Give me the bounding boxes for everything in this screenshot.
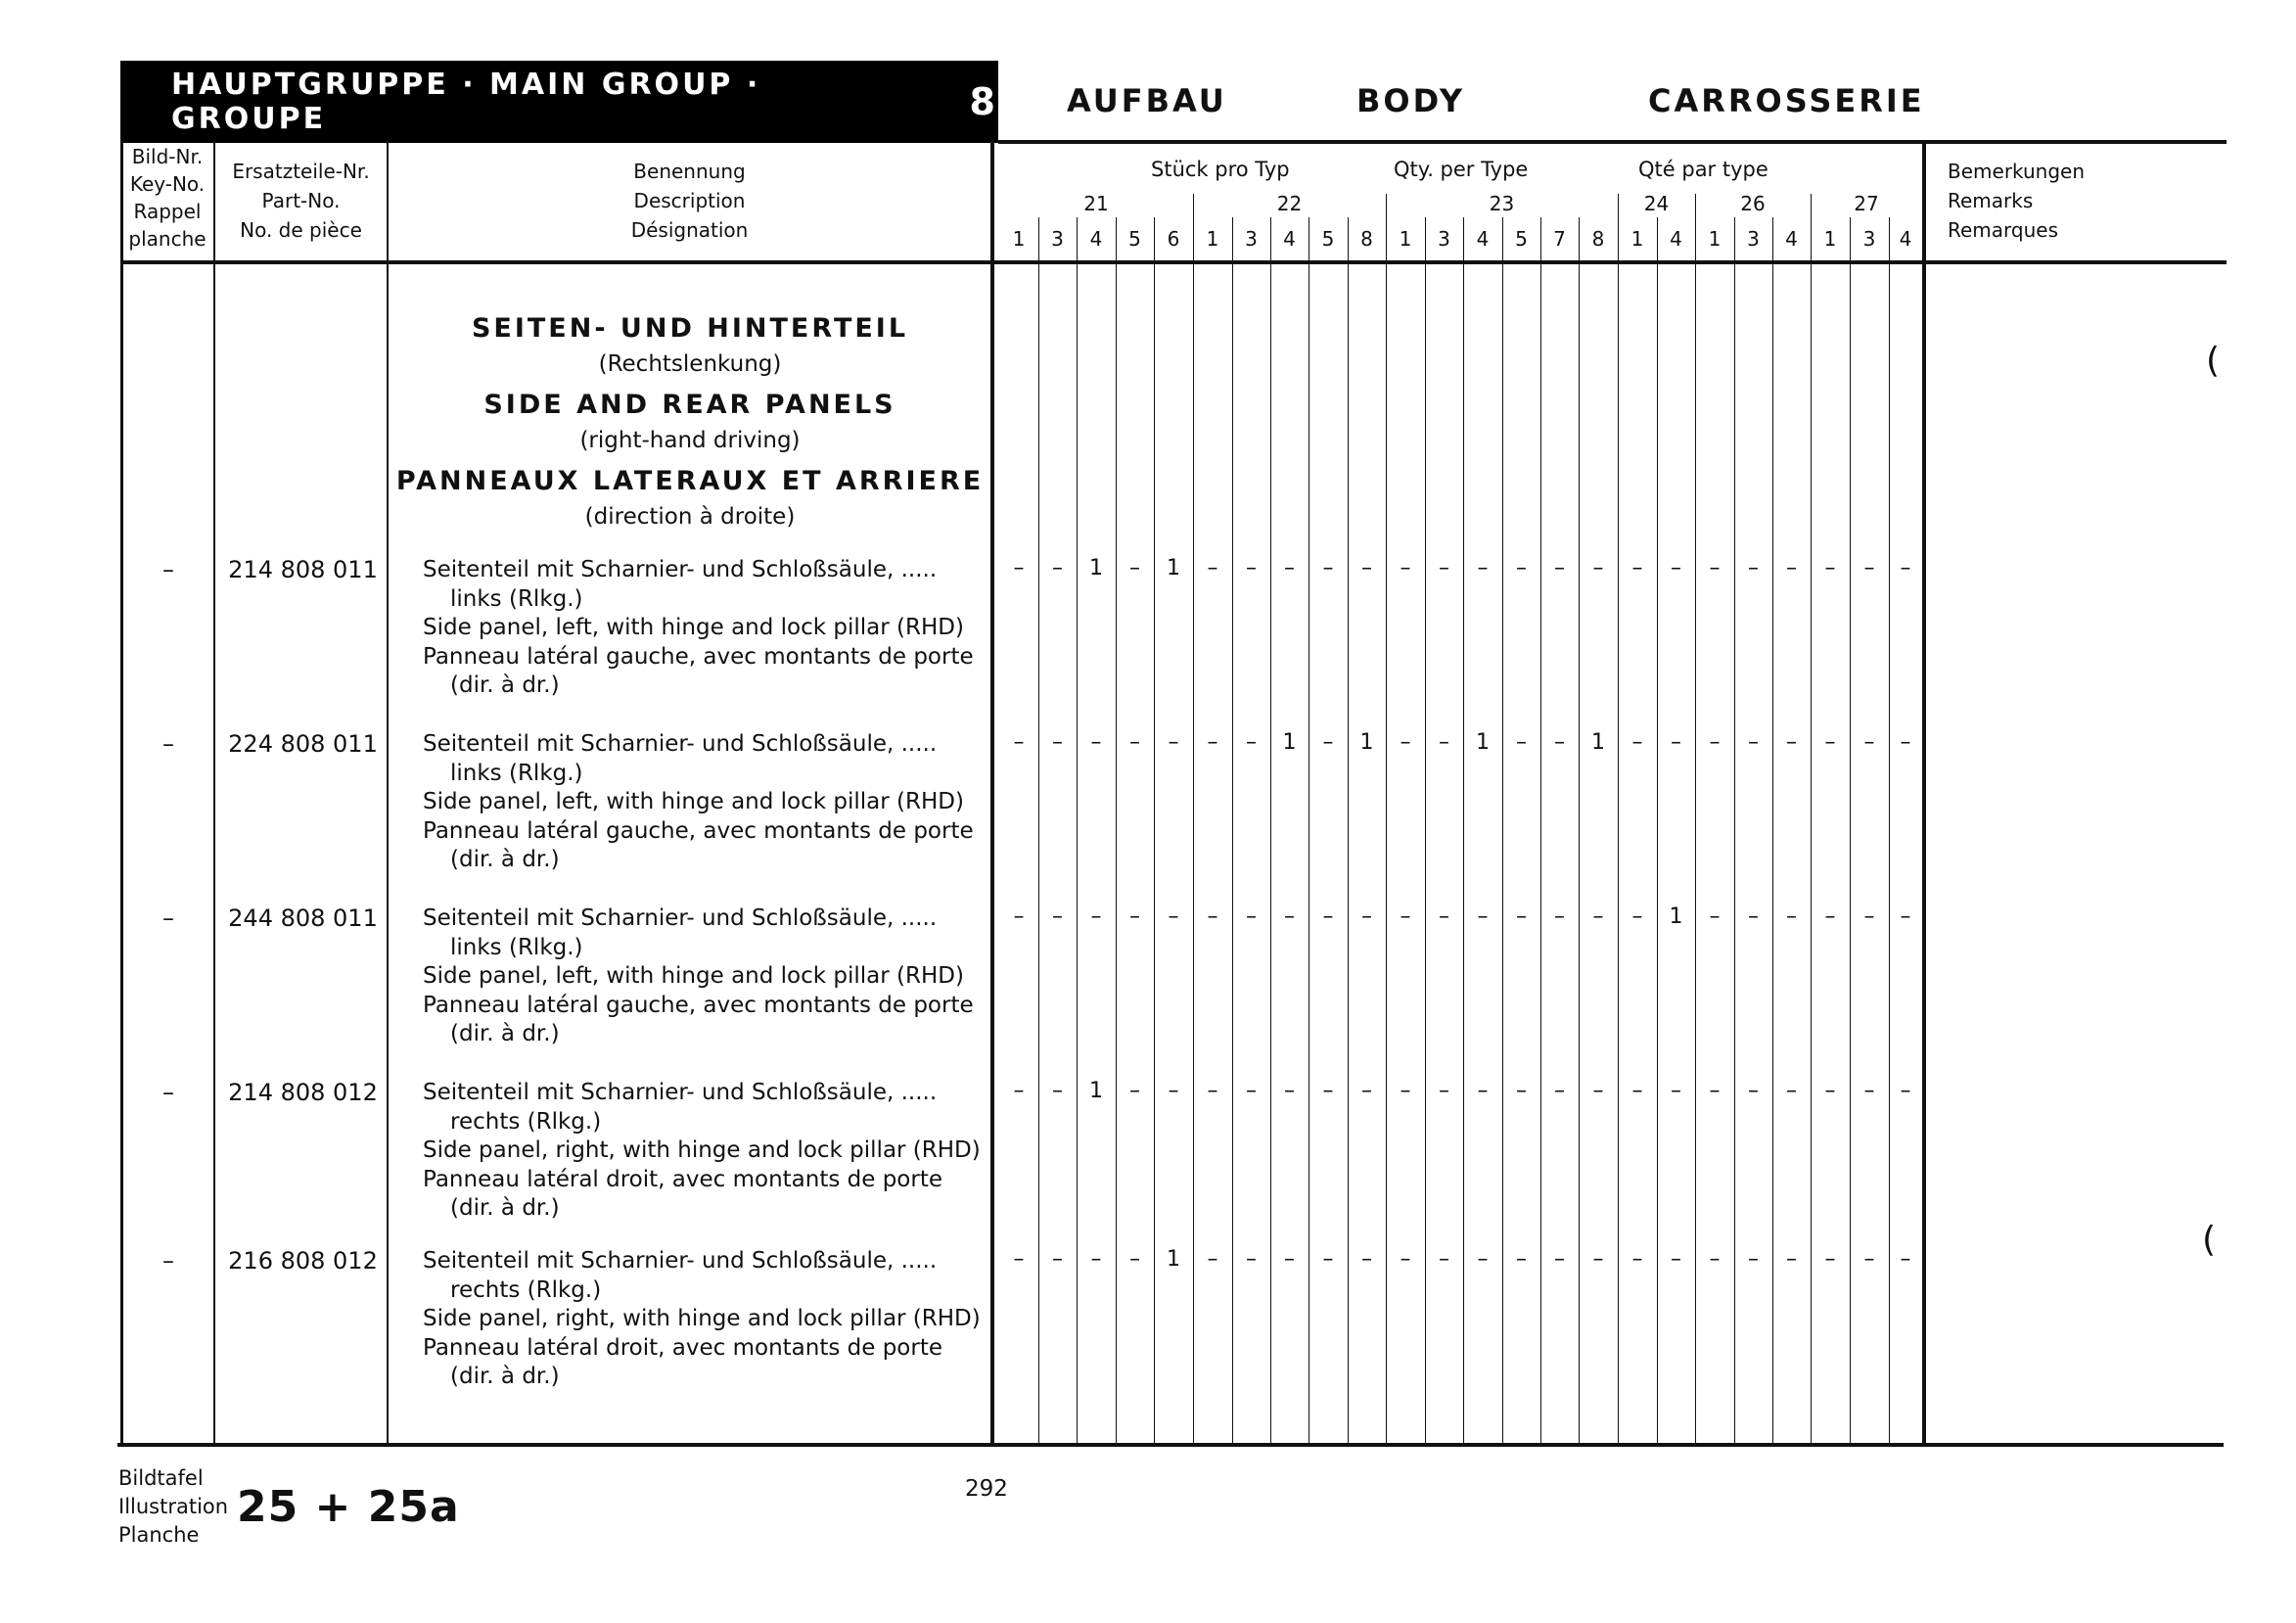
description-line: Panneau latéral droit, avec montants de porte [423,1166,942,1192]
type-group-divider [1618,194,1619,217]
quantity-cell: – [1052,1247,1063,1272]
quantity-cell: – [1129,1247,1140,1272]
quantity-cell: – [1748,904,1759,929]
quantity-cell: – [1786,556,1797,580]
quantity-cell: – [1400,1079,1411,1103]
quantity-cell: – [1246,904,1257,929]
title-fr: CARROSSERIE [1648,82,1925,119]
description-line: links (Rlkg.) [450,760,583,786]
remarks-header-de: Bemerkungen [1948,160,2086,183]
quantity-cell: – [1322,904,1334,929]
quantity-cell: – [1786,1247,1797,1272]
quantity-cell: – [1322,1079,1334,1103]
part-description [423,1079,981,1224]
quantity-cell: – [1671,730,1681,755]
key-col-right [213,140,215,1445]
plate-label-de: Bildtafel [118,1466,204,1490]
description-line: links (Rlkg.) [450,585,583,612]
sub-type-label: 4 [1785,227,1798,251]
quantity-cell: – [1400,730,1411,755]
qty-header-en: Qty. per Type [1394,158,1529,181]
quantity-cell: – [1246,1247,1257,1272]
quantity-cell: – [1322,556,1334,580]
description-line: links (Rlkg.) [450,934,583,960]
quantity-cell: – [1554,556,1565,580]
section-sub-de: (Rechtslenkung) [598,351,782,377]
quantity-cell: – [1824,730,1836,755]
description-line: rechts (Rlkg.) [450,1276,602,1303]
type-group-label: 23 [1489,192,1515,215]
qty-header-de: Stück pro Typ [1151,158,1290,181]
quantity-cell: 1 [1476,730,1490,755]
description-line: rechts (Rlkg.) [450,1108,602,1135]
part-description [423,730,974,875]
type-group-label: 27 [1854,192,1879,215]
quantity-cell: – [1246,730,1257,755]
quantity-cell: – [1168,730,1179,755]
sub-type-label: 3 [1051,227,1064,251]
section-sub-en: (right-hand driving) [579,428,801,453]
part-header-de: Ersatzteile-Nr. [232,160,370,183]
sub-type-label: 3 [1245,227,1258,251]
desc-col-header [389,157,990,245]
quantity-cell: – [1129,904,1140,929]
description-line: (dir. à dr.) [450,672,560,699]
sub-type-label: 3 [1747,227,1760,251]
key-number: – [162,730,174,758]
quantity-cell: – [1129,730,1140,755]
quantity-cell: – [1284,1079,1295,1103]
quantity-cell: – [1900,1079,1911,1103]
quantity-cell: – [1322,1247,1334,1272]
quantity-cell: – [1709,1079,1721,1103]
quantity-cell: – [1322,730,1334,755]
part-header-en: Part-No. [261,189,341,212]
sub-type-label: 1 [1399,227,1412,251]
description-line: Seitenteil mit Scharnier- und Schloßsäule, ..... [423,731,938,757]
sub-type-label: 4 [1283,227,1296,251]
quantity-cell: – [1013,1247,1025,1272]
quantity-cell: – [1863,1247,1875,1272]
remarks-header-fr: Remarques [1948,218,2059,242]
quantity-cell: – [1631,904,1643,929]
quantity-cell: – [1516,556,1527,580]
key-number: – [162,1079,174,1106]
quantity-cell: – [1709,730,1721,755]
quantity-cell: – [1631,1079,1643,1103]
sub-type-label: 1 [1206,227,1219,251]
section-title-de: SEITEN- UND HINTERTEIL [471,313,909,344]
quantity-cell: – [1361,1247,1372,1272]
quantity-cell: – [1400,1247,1411,1272]
key-header-en: Key-No. [129,172,206,196]
description-line: Seitenteil mit Scharnier- und Schloßsäule, ..... [423,1080,938,1105]
quantity-cell: – [1748,556,1759,580]
part-number: 214 808 012 [228,1079,378,1106]
quantity-cell: – [1900,904,1911,929]
plate-label-fr: Planche [118,1523,200,1547]
type-group-label: 21 [1083,192,1109,215]
part-number: 216 808 012 [228,1247,378,1275]
quantity-cell: – [1477,904,1489,929]
header-top-rule [998,140,2227,144]
quantity-cell: – [1863,556,1875,580]
table-bottom-rule [117,1443,2224,1447]
description-line: Seitenteil mit Scharnier- und Schloßsäule, ..... [423,557,938,582]
description-line: (dir. à dr.) [450,847,560,873]
quantity-cell: – [1554,730,1565,755]
quantity-cell: – [1900,730,1911,755]
quantity-cell: – [1207,730,1218,755]
quantity-cell: 1 [1669,904,1683,929]
description-line: (dir. à dr.) [450,1364,560,1390]
quantity-cell: – [1900,1247,1911,1272]
quantity-cell: 1 [1089,556,1103,580]
quantity-cell: – [1863,904,1875,929]
quantity-cell: 1 [1591,730,1605,755]
description-line: Panneau latéral gauche, avec montants de porte [423,992,974,1018]
quantity-cell: – [1671,1247,1681,1272]
quantity-cell: – [1824,556,1836,580]
title-en: BODY [1356,82,1465,119]
quantity-cell: – [1052,730,1063,755]
quantity-cell: – [1631,730,1643,755]
quantity-cell: – [1900,556,1911,580]
quantity-cell: – [1863,730,1875,755]
quantity-cell: – [1592,1079,1604,1103]
sub-type-label: 4 [1670,227,1682,251]
quantity-cell: – [1709,1247,1721,1272]
quantity-cell: – [1168,1079,1179,1103]
section-heading [391,311,988,534]
key-col-header [121,143,213,253]
quantity-cell: – [1129,556,1140,580]
quantity-cell: – [1592,904,1604,929]
sub-type-label: 5 [1515,227,1528,251]
remark-mark: ( [2202,1220,2217,1260]
plate-label-en: Illustration [118,1495,229,1518]
quantity-cell: – [1168,904,1179,929]
remark-mark: ( [2206,341,2221,381]
description-line: (dir. à dr.) [450,1195,560,1222]
quantity-cell: – [1477,556,1489,580]
description-line: (dir. à dr.) [450,1021,560,1047]
quantity-cell: – [1439,1079,1449,1103]
type-group-divider [1695,194,1696,217]
type-group-label: 26 [1740,192,1766,215]
quantity-cell: – [1516,1247,1527,1272]
sub-type-label: 1 [1012,227,1026,251]
type-group-label: 24 [1643,192,1670,215]
part-number: 244 808 011 [228,904,378,932]
part-description [423,1247,981,1392]
quantity-cell: 1 [1167,556,1180,580]
quantity-cell: – [1013,730,1025,755]
sub-type-label: 1 [1630,227,1644,251]
quantity-cell: 1 [1282,730,1297,755]
sub-type-label: 5 [1128,227,1141,251]
quantity-cell: – [1439,556,1449,580]
description-line: Side panel, left, with hinge and lock pillar (RHD) [423,963,964,990]
quantity-cell: – [1748,730,1759,755]
quantity-cell: – [1246,1079,1257,1103]
remarks-col-header [1948,157,2085,245]
sub-type-label: 4 [1899,227,1912,251]
sub-type-label: 8 [1591,227,1605,251]
quantity-cell: – [1516,904,1527,929]
quantity-cell: – [1246,556,1257,580]
description-line: Panneau latéral droit, avec montants de porte [423,1334,942,1361]
quantity-cell: – [1863,1079,1875,1103]
quantity-cell: – [1013,1079,1025,1103]
part-description [423,904,974,1049]
description-line: Seitenteil mit Scharnier- und Schloßsäule, ..... [423,905,938,931]
quantity-cell: – [1013,904,1025,929]
quantity-cell: – [1207,1247,1218,1272]
part-col-header [215,157,387,245]
type-group-divider [1193,194,1194,217]
key-header-de: Bild-Nr. [131,145,204,168]
sub-type-label: 8 [1360,227,1373,251]
desc-header-fr: Désignation [630,218,749,242]
quantity-cell: – [1052,1079,1063,1103]
quantity-cell: – [1439,730,1449,755]
quantity-cell: – [1709,556,1721,580]
sub-type-label: 7 [1553,227,1566,251]
quantity-cell: – [1631,1247,1643,1272]
desc-header-en: Description [633,189,746,212]
description-line: Panneau latéral gauche, avec montants de porte [423,817,974,844]
quantity-cell: – [1400,556,1411,580]
quantity-cell: – [1284,904,1295,929]
key-number: – [162,556,174,583]
sub-type-label: 1 [1823,227,1837,251]
quantity-cell: – [1824,1079,1836,1103]
quantity-cell: – [1400,904,1411,929]
desc-header-de: Benennung [633,160,746,183]
description-line: Seitenteil mit Scharnier- und Schloßsäule, ..... [423,1248,938,1274]
quantity-cell: – [1592,556,1604,580]
plate-number: 25 + 25a [237,1482,460,1532]
quantity-cell: – [1554,904,1565,929]
sub-type-label: 4 [1089,227,1103,251]
part-number: 214 808 011 [228,556,378,583]
quantity-cell: – [1439,1247,1449,1272]
quantity-cell: – [1516,1079,1527,1103]
type-group-label: 22 [1276,192,1303,215]
part-number: 224 808 011 [228,730,378,758]
sub-type-label: 5 [1321,227,1335,251]
quantity-cell: 1 [1167,1247,1180,1272]
quantity-cell: – [1013,556,1025,580]
remarks-header-en: Remarks [1948,189,2034,212]
quantity-cell: – [1592,1247,1604,1272]
quantity-cell: – [1786,730,1797,755]
quantity-cell: – [1477,1079,1489,1103]
quantity-cell: – [1207,1079,1218,1103]
description-line: Side panel, right, with hinge and lock pillar (RHD) [423,1137,981,1164]
part-header-fr: No. de pièce [240,218,362,242]
key-header-fr2: planche [128,227,207,251]
section-title-en: SIDE AND REAR PANELS [483,390,896,420]
key-header-fr1: Rappel [133,200,202,223]
sub-type-label: 3 [1438,227,1450,251]
sub-type-label: 3 [1862,227,1876,251]
quantity-cell: – [1554,1247,1565,1272]
main-group-header [120,61,998,143]
quantity-cell: – [1052,556,1063,580]
quantity-cell: – [1709,904,1721,929]
quantity-cell: – [1477,1247,1489,1272]
sub-type-label: 6 [1167,227,1180,251]
quantity-cell: – [1671,1079,1681,1103]
quantity-cell: – [1090,1247,1102,1272]
key-number: – [162,1247,174,1275]
quantity-cell: – [1129,1079,1140,1103]
quantity-cell: – [1090,730,1102,755]
qty-header-fr: Qté par type [1638,158,1768,181]
quantity-cell: – [1516,730,1527,755]
desc-col-right [990,140,994,1445]
quantity-cell: – [1671,556,1681,580]
part-description [423,556,974,701]
sub-type-label: 1 [1708,227,1722,251]
description-line: Side panel, left, with hinge and lock pillar (RHD) [423,789,964,815]
description-line: Side panel, right, with hinge and lock pillar (RHD) [423,1306,981,1332]
quantity-cell: – [1786,1079,1797,1103]
quantity-cell: – [1439,904,1449,929]
quantity-cell: – [1284,1247,1295,1272]
quantity-cell: – [1631,556,1643,580]
quantity-cell: – [1361,1079,1372,1103]
quantity-cell: – [1207,556,1218,580]
quantity-cell: – [1090,904,1102,929]
group-number: 8 [969,80,998,123]
key-number: – [162,904,174,932]
quantity-cell: – [1052,904,1063,929]
column-header-bottom-rule [120,260,2227,264]
quantity-cell: 1 [1359,730,1374,755]
page-number: 292 [965,1476,1008,1502]
section-sub-fr: (direction à droite) [584,504,796,530]
quantity-cell: – [1824,1247,1836,1272]
description-line: Side panel, left, with hinge and lock pillar (RHD) [423,615,964,641]
type-group-divider [1811,194,1812,217]
quantity-cell: – [1748,1247,1759,1272]
description-line: Panneau latéral gauche, avec montants de porte [423,643,974,670]
quantity-cell: – [1824,904,1836,929]
quantity-cell: – [1284,556,1295,580]
quantity-cell: – [1786,904,1797,929]
quantity-cell: 1 [1089,1079,1103,1103]
sub-type-label: 4 [1476,227,1490,251]
quantity-cell: – [1748,1079,1759,1103]
title-de: AUFBAU [1067,82,1227,119]
main-group-label: HAUPTGRUPPE · MAIN GROUP · GROUPE [171,68,761,136]
plate-label [118,1464,228,1550]
type-group-divider [1386,194,1387,217]
quantity-cell: – [1361,556,1372,580]
quantity-cell: – [1207,904,1218,929]
quantity-cell: – [1554,1079,1565,1103]
quantity-cell: – [1361,904,1372,929]
section-title-fr: PANNEAUX LATERAUX ET ARRIERE [395,466,985,496]
